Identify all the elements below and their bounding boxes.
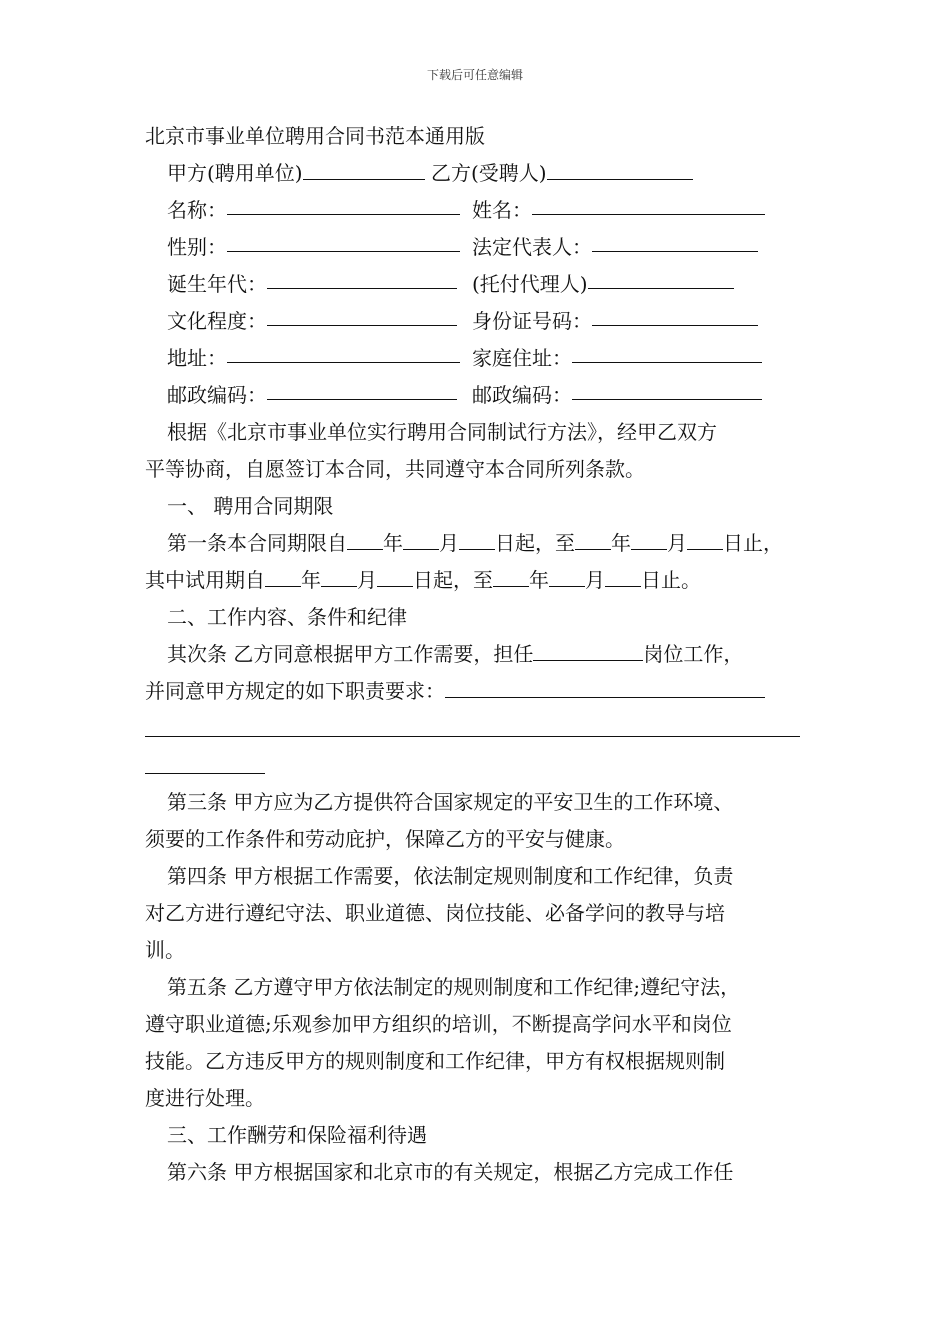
end-day-blank[interactable] <box>687 527 723 550</box>
trial-start-month-blank[interactable] <box>321 564 357 587</box>
field-label-name: 名称： <box>167 198 227 222</box>
legal-rep-blank[interactable] <box>592 229 758 252</box>
intro-line-1: 根据《北京市事业单位实行聘用合同制试行方法》，经甲乙双方 <box>167 420 717 444</box>
party-a-blank[interactable] <box>303 157 425 180</box>
trial-start-year-blank[interactable] <box>265 564 301 587</box>
field-label-postcode-b: 邮政编码： <box>472 383 572 407</box>
section-heading-3: 三、工作酬劳和保险福利待遇 <box>167 1123 427 1147</box>
address-blank[interactable] <box>227 340 460 363</box>
start-month-blank[interactable] <box>403 527 439 550</box>
article-4-line-3: 训。 <box>145 938 185 962</box>
party-b-blank[interactable] <box>547 157 693 180</box>
parties-line <box>145 155 813 192</box>
document-title: 北京市事业单位聘用合同书范本通用版 <box>145 124 485 148</box>
agent-blank[interactable] <box>588 266 734 289</box>
duties-blank-3[interactable] <box>145 747 265 774</box>
end-month-blank[interactable] <box>631 527 667 550</box>
field-row-5 <box>145 340 813 377</box>
trial-end-year-blank[interactable] <box>493 564 529 587</box>
person-name-blank[interactable] <box>532 192 765 215</box>
field-row-3 <box>145 266 813 303</box>
trial-end-month-blank[interactable] <box>549 564 585 587</box>
header-note: 下载后可任意编辑 <box>426 68 523 82</box>
article-4-line-2: 对乙方进行遵纪守法、职业道德、岗位技能、必备学问的教导与培 <box>145 901 725 925</box>
article-3-line-2: 须要的工作条件和劳动庇护，保障乙方的平安与健康。 <box>145 827 625 851</box>
field-label-birth-year: 诞生年代： <box>167 272 267 296</box>
intro-line-2: 平等协商，自愿签订本合同，共同遵守本合同所列条款。 <box>145 457 645 481</box>
birth-year-blank[interactable] <box>267 266 457 289</box>
field-label-agent: (托付代理人) <box>472 272 588 296</box>
section-heading-2: 二、工作内容、条件和纪律 <box>167 605 407 629</box>
article-3-line-1: 第三条 甲方应为乙方提供符合国家规定的平安卫生的工作环境、 <box>167 790 734 814</box>
home-address-blank[interactable] <box>572 340 762 363</box>
field-row-6 <box>145 377 813 414</box>
article-5-line-2: 遵守职业道德;乐观参加甲方组织的培训，不断提高学问水平和岗位 <box>145 1012 732 1036</box>
field-row-4 <box>145 303 813 340</box>
trial-start-day-blank[interactable] <box>377 564 413 587</box>
field-label-id-number: 身份证号码： <box>472 309 592 333</box>
position-blank[interactable] <box>533 638 643 661</box>
name-blank[interactable] <box>227 192 460 215</box>
article-5-line-3: 技能。乙方违反甲方的规则制度和工作纪律，甲方有权根据规则制 <box>145 1049 725 1073</box>
duties-blank-1[interactable] <box>445 675 765 698</box>
field-row-2 <box>145 229 813 266</box>
postcode-a-blank[interactable] <box>267 377 457 400</box>
article-5-line-1: 第五条 乙方遵守甲方依法制定的规则制度和工作纪律;遵纪守法， <box>167 975 741 999</box>
education-blank[interactable] <box>267 303 457 326</box>
start-day-blank[interactable] <box>459 527 495 550</box>
contract-body <box>145 118 813 1191</box>
field-label-education: 文化程度： <box>167 309 267 333</box>
party-a-label: 甲方(聘用单位) <box>167 161 303 185</box>
article-1-line-2: 其中试用期自 年 月 日起，至 年 月 日止。 <box>145 562 813 599</box>
field-label-person-name: 姓名： <box>472 198 532 222</box>
field-label-gender: 性别： <box>167 235 227 259</box>
id-number-blank[interactable] <box>592 303 758 326</box>
article-5-line-4: 度进行处理。 <box>145 1086 265 1110</box>
gender-blank[interactable] <box>227 229 460 252</box>
article-2-line-2: 并同意甲方规定的如下职责要求： <box>145 673 813 710</box>
article-1-line-1: 第一条本合同期限自 年 月 日起，至 年 月 日止， <box>145 525 813 562</box>
trial-end-day-blank[interactable] <box>605 564 641 587</box>
party-b-label: 乙方(受聘人) <box>430 161 547 185</box>
start-year-blank[interactable] <box>347 527 383 550</box>
end-year-blank[interactable] <box>575 527 611 550</box>
field-label-home-address: 家庭住址： <box>472 346 572 370</box>
article-4-line-1: 第四条 甲方根据工作需要，依法制定规则制度和工作纪律，负责 <box>167 864 734 888</box>
article-2-line-1: 其次条 乙方同意根据甲方工作需要，担任 岗位工作， <box>145 636 813 673</box>
article-6-line-1: 第六条 甲方根据国家和北京市的有关规定，根据乙方完成工作任 <box>167 1160 734 1184</box>
field-label-address: 地址： <box>167 346 227 370</box>
postcode-b-blank[interactable] <box>572 377 762 400</box>
field-label-legal-rep: 法定代表人： <box>472 235 592 259</box>
section-heading-1: 一、 聘用合同期限 <box>167 494 334 518</box>
duties-blank-2[interactable] <box>145 710 800 737</box>
field-label-postcode-a: 邮政编码： <box>167 383 267 407</box>
field-row-1 <box>145 192 813 229</box>
